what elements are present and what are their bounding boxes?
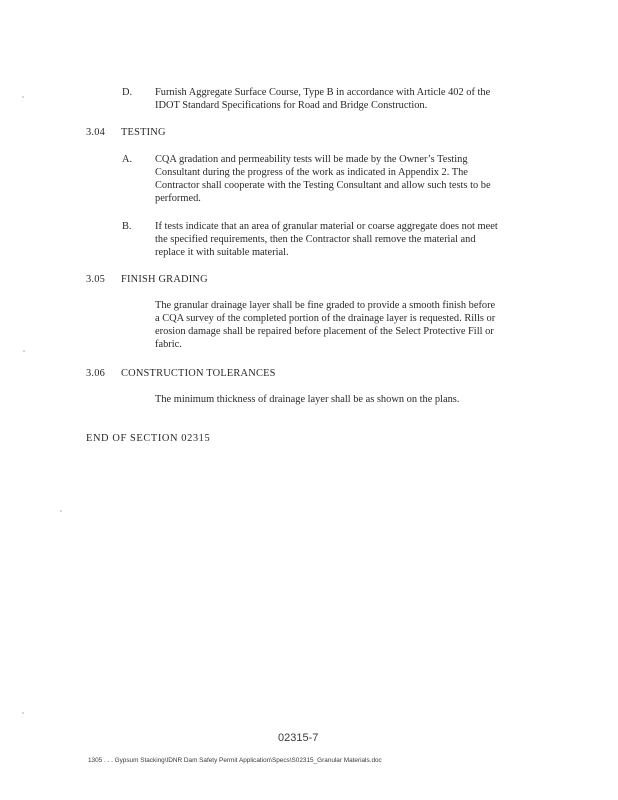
item-text-line: performed. (155, 193, 201, 204)
item-text-line: Consultant during the progress of the work as indicated in Appendix 2. The (155, 167, 468, 178)
item-text-line: replace it with suitable material. (155, 247, 289, 258)
paragraph-line: The granular drainage layer shall be fine graded to provide a smooth finish before (155, 300, 496, 311)
item-letter: A. (122, 154, 133, 165)
page-number: 02315-7 (278, 732, 319, 744)
section-number: 3.05 (86, 274, 105, 285)
scan-speck (23, 350, 25, 352)
paragraph-line: fabric. (155, 339, 182, 350)
end-of-section: END OF SECTION 02315 (86, 433, 211, 444)
scan-speck (60, 510, 62, 512)
item-letter: B. (122, 221, 132, 232)
item-text-line: Contractor shall cooperate with the Testing Consultant and allow such tests to be (155, 180, 491, 191)
file-path: 1305 . . . Gypsum Stacking\IDNR Dam Safety Permit Application\Specs\S02315_Granular Materials.doc (88, 757, 382, 764)
item-text-line: the specified requirements, then the Contractor shall remove the material and (155, 234, 476, 245)
section-title: FINISH GRADING (121, 274, 208, 285)
section-title: TESTING (121, 127, 166, 138)
item-text-line: CQA gradation and permeability tests will be made by the Owner’s Testing (155, 154, 468, 165)
item-letter: D. (122, 87, 133, 98)
section-number: 3.06 (86, 368, 105, 379)
paragraph-line: erosion damage shall be repaired before placement of the Select Protective Fill or (155, 326, 494, 337)
paragraph-line: a CQA survey of the completed portion of the drainage layer is requested. Rills or (155, 313, 496, 324)
section-title: CONSTRUCTION TOLERANCES (121, 368, 276, 379)
scan-speck (22, 712, 24, 714)
item-text-line: Furnish Aggregate Surface Course, Type B in accordance with Article 402 of the (155, 87, 491, 98)
scan-speck (22, 96, 24, 98)
section-number: 3.04 (86, 127, 105, 138)
item-text-line: IDOT Standard Specifications for Road and Bridge Construction. (155, 100, 428, 111)
paragraph-line: The minimum thickness of drainage layer shall be as shown on the plans. (155, 394, 460, 405)
item-text-line: If tests indicate that an area of granular material or coarse aggregate does not meet (155, 221, 498, 232)
